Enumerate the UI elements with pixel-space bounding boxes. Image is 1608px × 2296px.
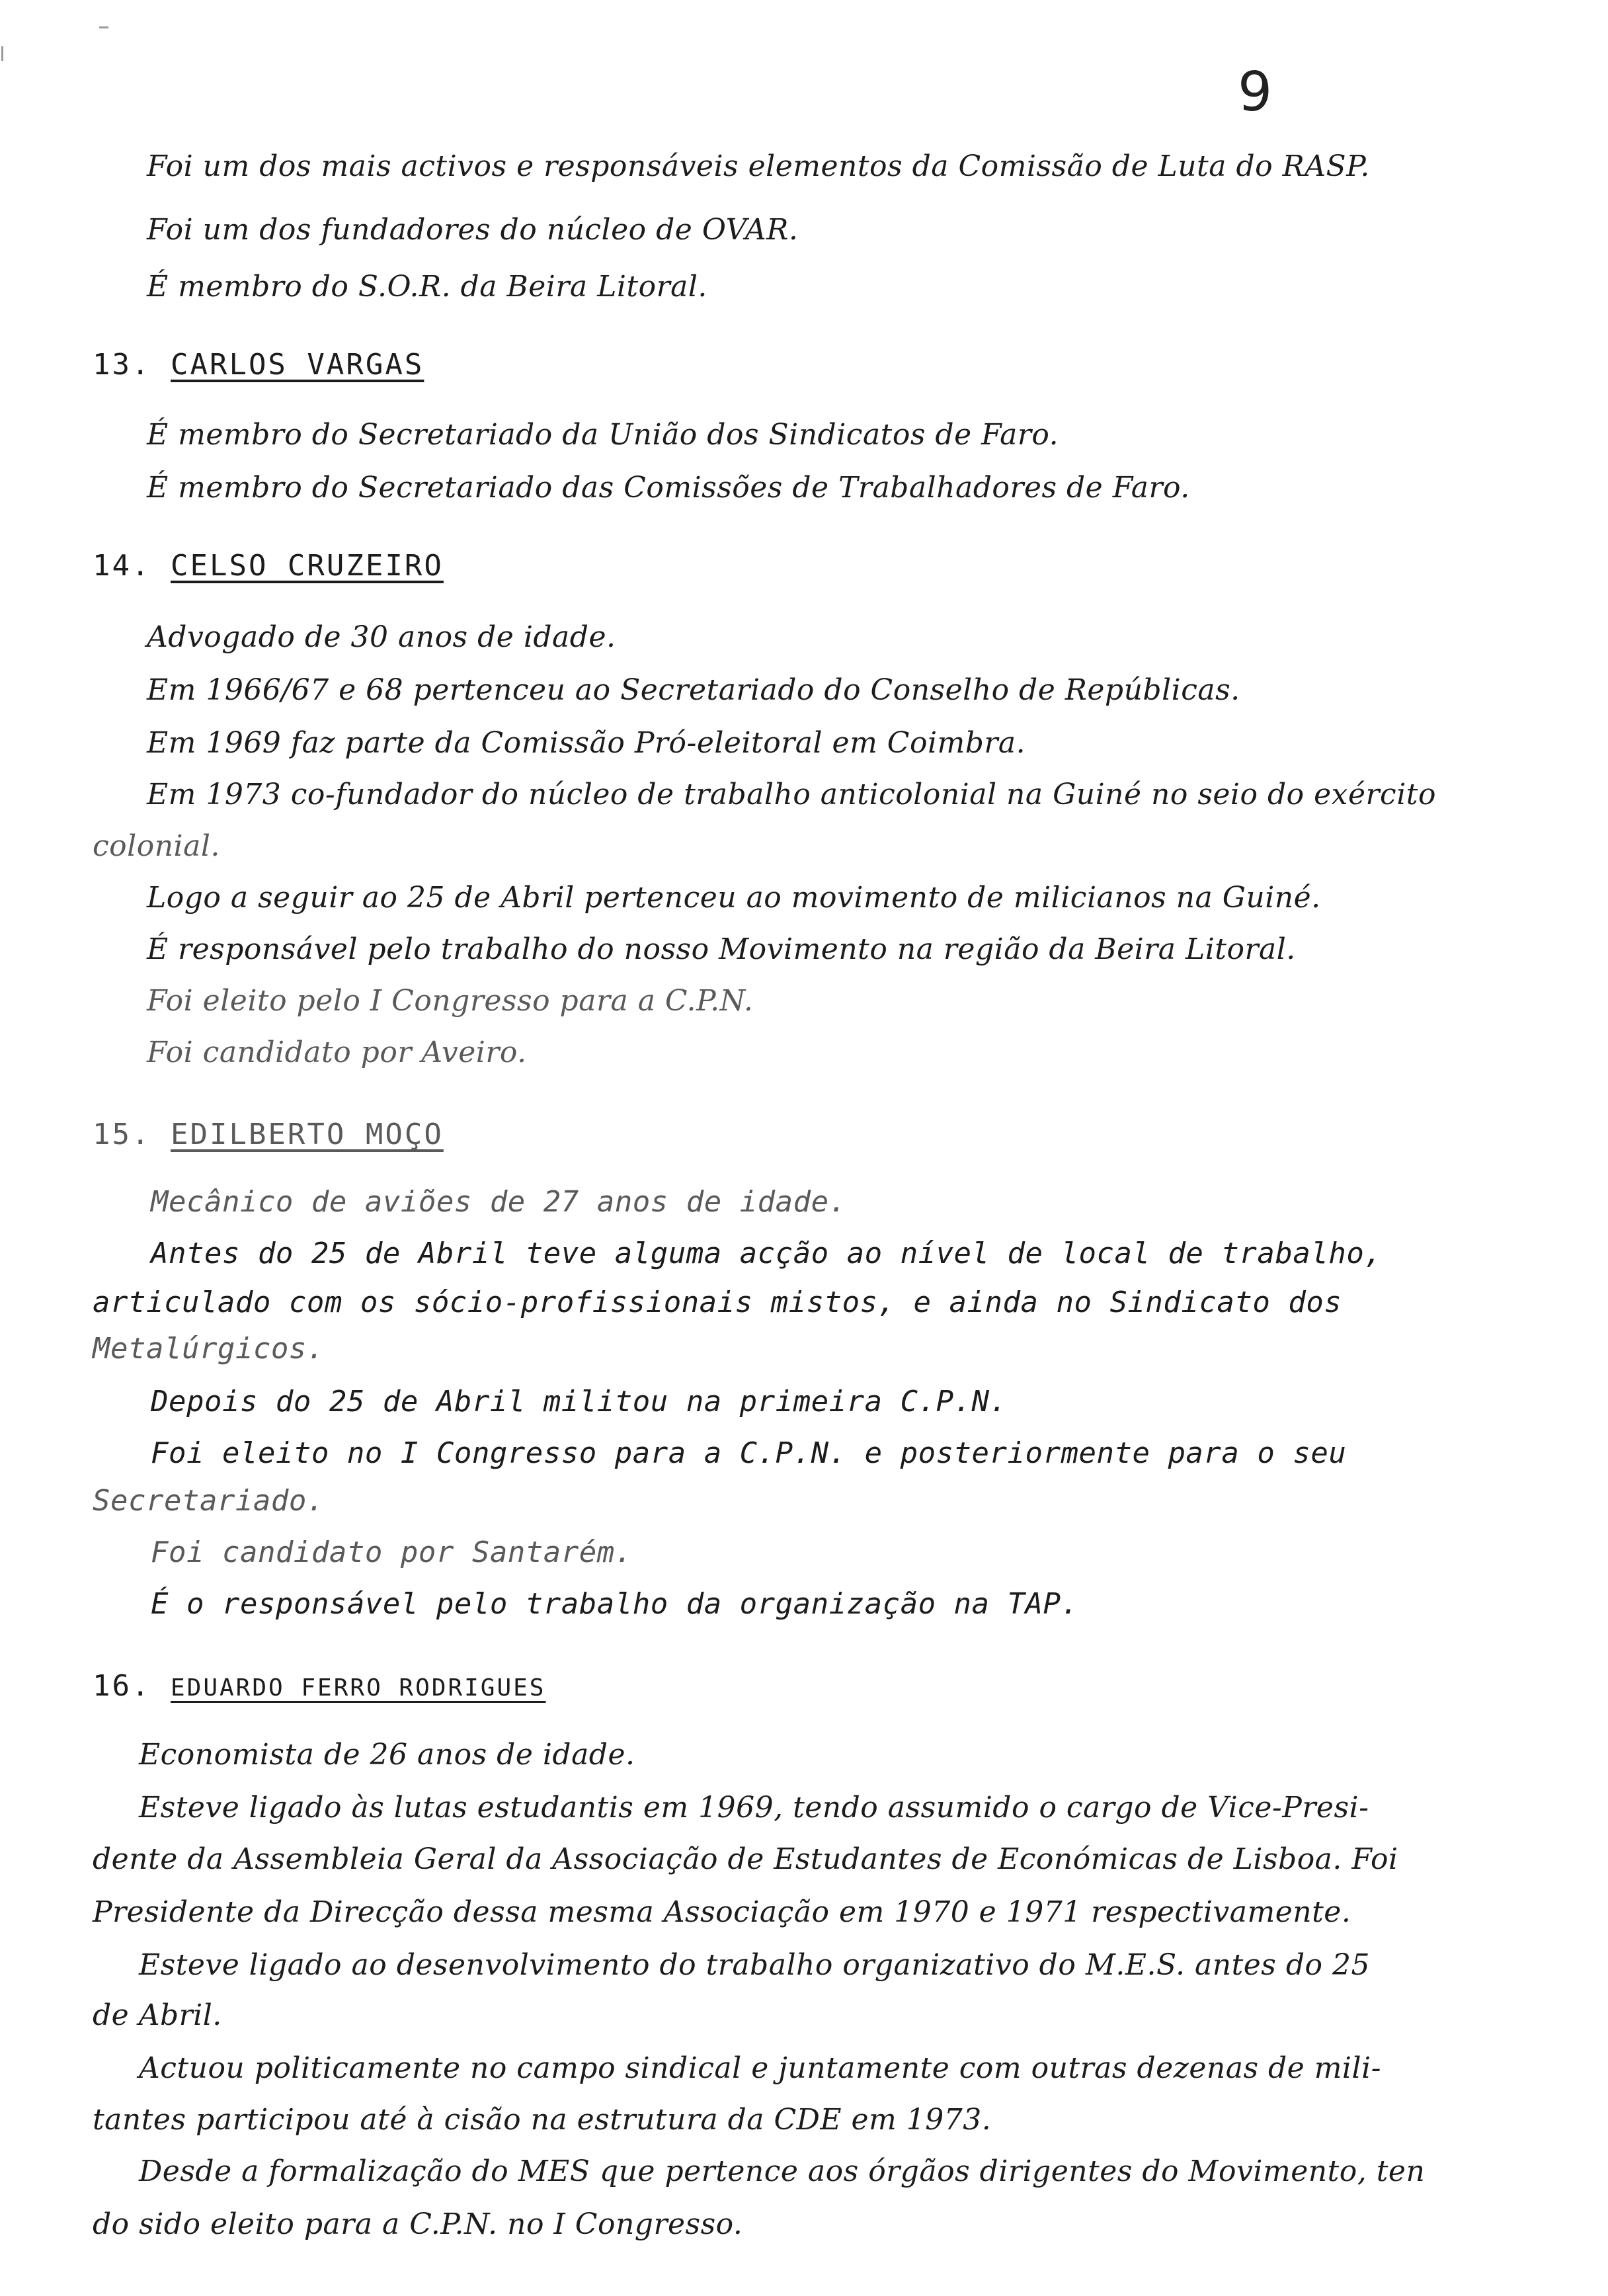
text-line: Em 1969 faz parte da Comissão Pró-eleitoral em Coimbra. — [147, 726, 1026, 760]
text-line: Em 1973 co-fundador do núcleo de trabalho anticolonial na Guiné no seio do exército — [147, 778, 1436, 811]
scan-mark — [99, 26, 108, 28]
text-line: Advogado de 30 anos de idade. — [147, 620, 616, 654]
text-line: Foi eleito pelo I Congresso para a C.P.N. — [147, 984, 754, 1018]
text-line: Desde a formalização do MES que pertence aos órgãos dirigentes do Movimento, ten — [139, 2154, 1426, 2188]
text-line: Foi um dos fundadores do núcleo de OVAR. — [147, 213, 799, 247]
person-name: EDUARDO FERRO RODRIGUES — [170, 1674, 546, 1702]
text-line: É membro do S.O.R. da Beira Litoral. — [147, 270, 707, 304]
text-line: Depois do 25 de Abril militou na primeira C.P.N. — [151, 1385, 1008, 1418]
text-line: Antes do 25 de Abril teve alguma acção ao nível de local de trabalho, — [151, 1237, 1383, 1270]
text-line: Logo a seguir ao 25 de Abril pertenceu ao movimento de milicianos na Guiné. — [147, 881, 1321, 915]
person-name: EDILBERTO MOÇO — [170, 1118, 444, 1151]
text-line: Em 1966/67 e 68 pertenceu ao Secretariado do Conselho de Repúblicas. — [147, 673, 1240, 707]
text-line: Presidente da Direcção dessa mesma Associação em 1970 e 1971 respectivamente. — [93, 1895, 1351, 1929]
text-line: Foi um dos mais activos e responsáveis elementos da Comissão de Luta do RASP. — [147, 149, 1370, 183]
section-heading — [93, 549, 444, 583]
text-line: É o responsável pelo trabalho da organização na TAP. — [151, 1587, 1079, 1621]
text-line: Esteve ligado às lutas estudantis em 1969, tendo assumido o cargo de Vice-Presi- — [139, 1791, 1369, 1824]
text-line: Foi eleito no I Congresso para a C.P.N. e posteriormente para o seu — [151, 1436, 1347, 1470]
text-line: Secretariado. — [93, 1484, 325, 1518]
text-line: É responsável pelo trabalho do nosso Movimento na região da Beira Litoral. — [147, 932, 1296, 966]
text-line: dente da Assembleia Geral da Associação de Estudantes de Económicas de Lisboa. Foi — [93, 1842, 1398, 1876]
page-number: 9 — [1238, 61, 1273, 124]
section-heading — [93, 1118, 444, 1152]
text-line: Actuou politicamente no campo sindical e juntamente com outras dezenas de mili- — [139, 2051, 1382, 2085]
text-line: Mecânico de aviões de 27 anos de idade. — [151, 1185, 847, 1219]
section-heading — [93, 1669, 545, 1705]
text-line: de Abril. — [93, 1998, 222, 2032]
text-line: É membro do Secretariado das Comissões de Trabalhadores de Faro. — [147, 471, 1190, 505]
person-name: CELSO CRUZEIRO — [170, 549, 444, 583]
text-line: do sido eleito para a C.P.N. no I Congresso. — [93, 2207, 743, 2241]
text-line: Esteve ligado ao desenvolvimento do trabalho organizativo do M.E.S. antes do 25 — [139, 1948, 1370, 1982]
text-line: Foi candidato por Santarém. — [151, 1536, 633, 1569]
text-line: articulado com os sócio-profissionais mistos, e ainda no Sindicato dos — [93, 1286, 1342, 1319]
text-line: Economista de 26 anos de idade. — [139, 1738, 635, 1772]
section-number: 14. — [93, 549, 151, 583]
section-number: 16. — [93, 1669, 151, 1703]
text-line: Metalúrgicos. — [93, 1332, 325, 1366]
text-line: tantes participou até à cisão na estrutura da CDE em 1973. — [93, 2103, 992, 2137]
text-line: Foi candidato por Aveiro. — [147, 1036, 527, 1069]
section-heading — [93, 348, 424, 382]
section-number: 15. — [93, 1118, 151, 1151]
scan-mark — [1, 46, 3, 61]
text-line: É membro do Secretariado da União dos Sindicatos de Faro. — [147, 418, 1059, 452]
text-line: colonial. — [93, 829, 220, 863]
section-number: 13. — [93, 348, 151, 382]
person-name: CARLOS VARGAS — [170, 348, 424, 382]
